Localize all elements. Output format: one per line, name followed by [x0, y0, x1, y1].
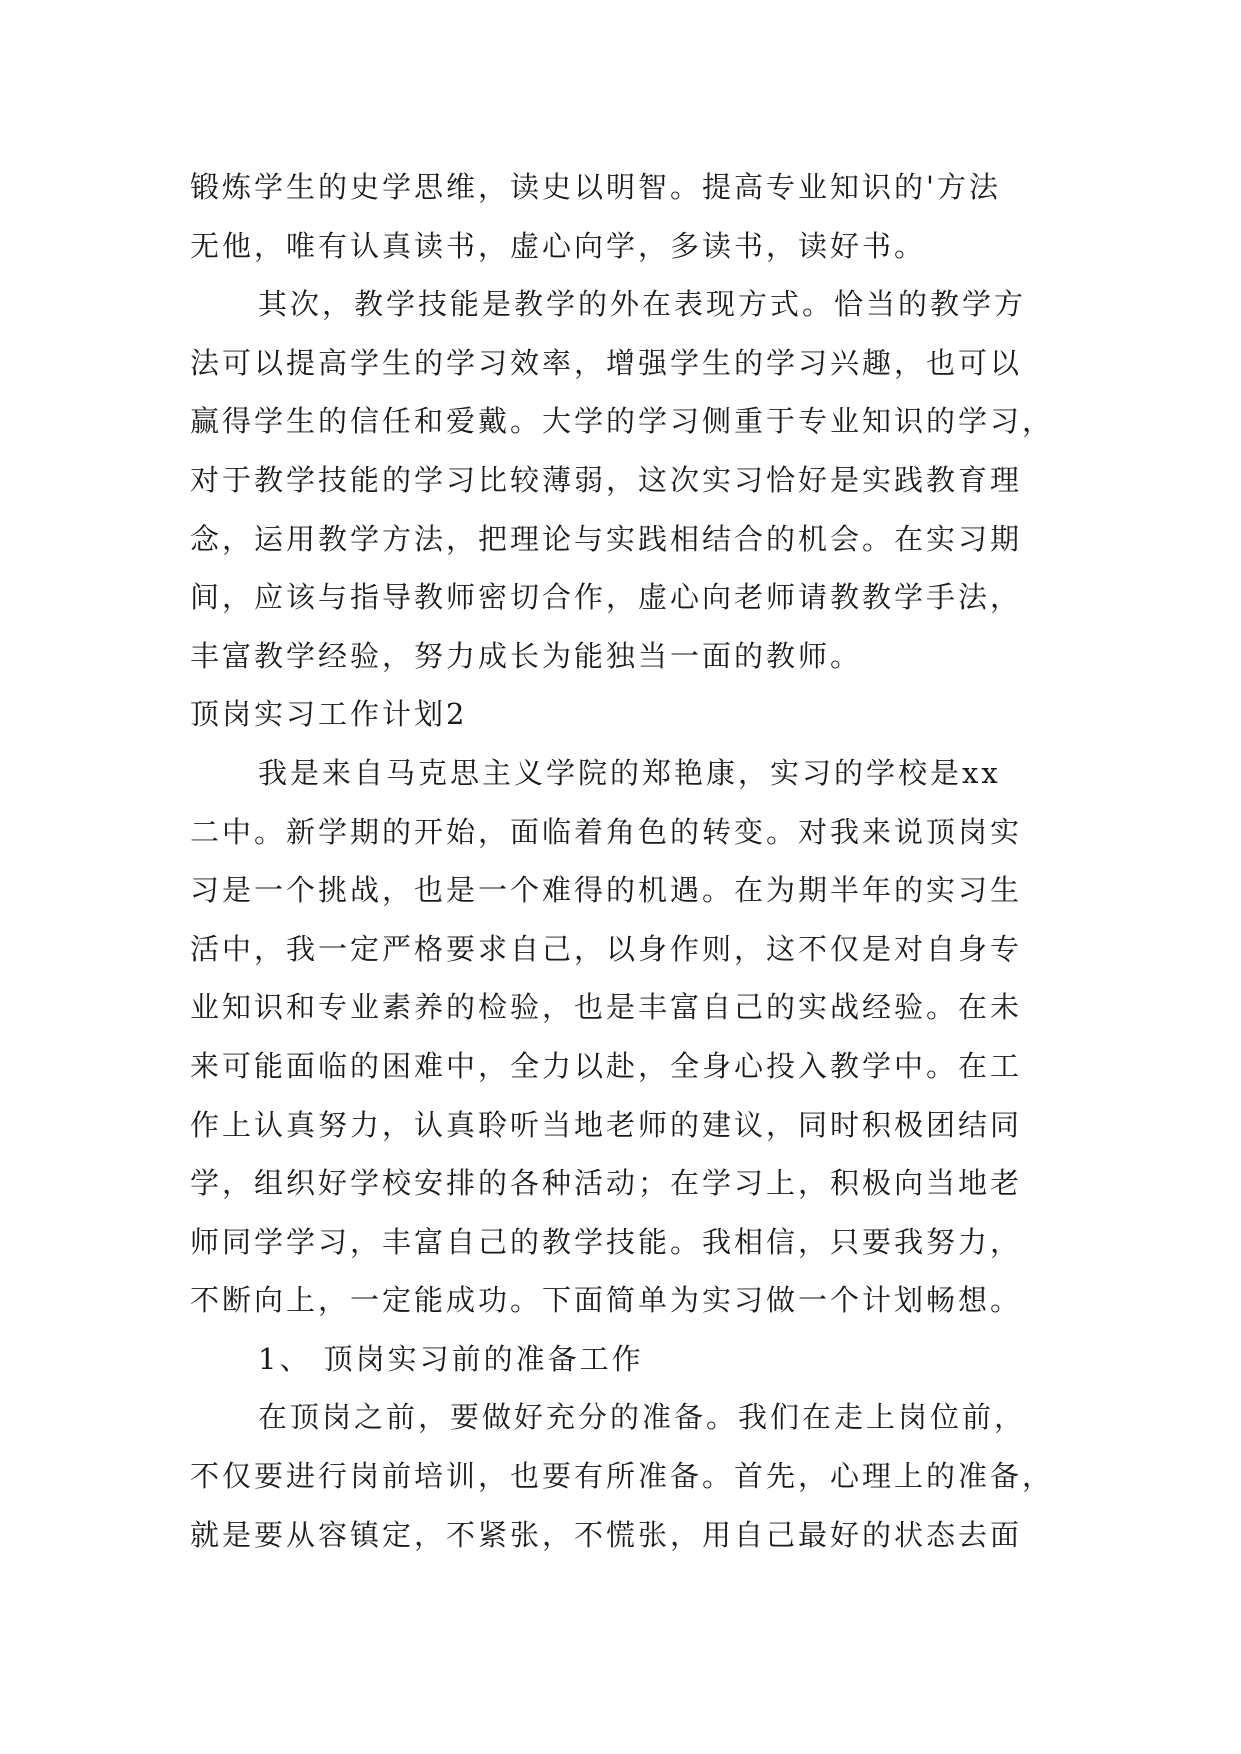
text-line: 学，组织好学校安排的各种活动；在学习上，积极向当地老	[190, 1166, 1023, 1201]
text-line: 锻炼学生的史学思维，读史以明智。提高专业知识的'方法	[190, 170, 1001, 204]
section-heading: 顶岗实习工作计划2	[190, 697, 468, 732]
text-line: 其次，教学技能是教学的外在表现方式。恰当的教学方	[258, 287, 1027, 322]
text-line: 业知识和专业素养的检验，也是丰富自己的实战经验。在未	[190, 990, 1023, 1025]
text-line: 作上认真努力，认真聆听当地老师的建议，同时积极团结同	[190, 1107, 1023, 1142]
text-line: 无他，唯有认真读书，虚心向学，多读书，读好书。	[190, 228, 927, 263]
text-line: 活中，我一定严格要求自己，以身作则，这不仅是对自身专	[190, 931, 1023, 966]
text-line: 来可能面临的困难中，全力以赴，全身心投入教学中。在工	[190, 1048, 1023, 1083]
text-line: 对于教学技能的学习比较薄弱，这次实习恰好是实践教育理	[190, 462, 1023, 497]
text-line: 我是来自马克思主义学院的郑艳康，实习的学校是xx	[258, 755, 1001, 790]
text-line: 在顶岗之前，要做好充分的准备。我们在走上岗位前，	[258, 1400, 1027, 1435]
text-line: 念，运用教学方法，把理论与实践相结合的机会。在实习期	[190, 521, 1023, 556]
text-line: 就是要从容镇定，不紧张，不慌张，用自己最好的状态去面	[190, 1517, 1023, 1552]
text-line: 赢得学生的信任和爱戴。大学的学习侧重于专业知识的学习，	[190, 404, 1055, 439]
text-line: 习是一个挑战，也是一个难得的机遇。在为期半年的实习生	[190, 873, 1023, 908]
text-line: 法可以提高学生的学习效率，增强学生的学习兴趣，也可以	[190, 345, 1023, 380]
document-body	[190, 158, 1070, 1564]
text-line: 间，应该与指导教师密切合作，虚心向老师请教教学手法，	[190, 580, 1023, 615]
text-line: 不断向上，一定能成功。下面简单为实习做一个计划畅想。	[190, 1283, 1023, 1318]
text-line: 丰富教学经验，努力成长为能独当一面的教师。	[190, 638, 863, 673]
text-line: 不仅要进行岗前培训，也要有所准备。首先，心理上的准备，	[190, 1459, 1055, 1494]
text-line: 二中。新学期的开始，面临着角色的转变。对我来说顶岗实	[190, 814, 1023, 849]
text-line: 师同学学习，丰富自己的教学技能。我相信，只要我努力，	[190, 1224, 1023, 1259]
numbered-subheading: 1、 顶岗实习前的准备工作	[258, 1341, 644, 1376]
